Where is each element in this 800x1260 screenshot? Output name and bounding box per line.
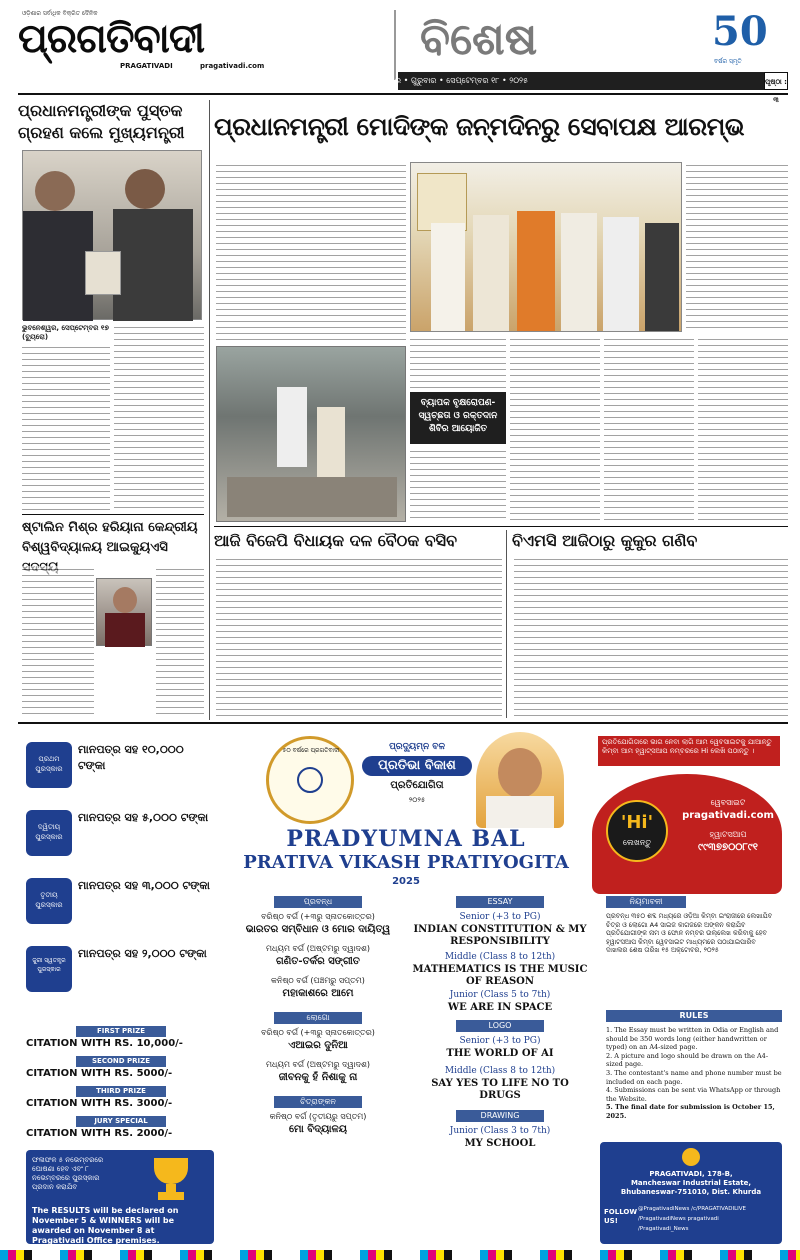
lead-story-body (216, 162, 406, 342)
rules-odia (606, 912, 782, 1008)
prize-list-english (26, 1026, 214, 1144)
website-label: ୱେବସାଇଟ (710, 798, 746, 807)
color-registration-strip (0, 1250, 800, 1260)
bjp-story-body (216, 556, 502, 716)
portrait-head (113, 587, 137, 613)
prize-amount: ମାନପତ୍ର ସହ ୩,୦୦୦ ଟଙ୍କା (78, 879, 210, 892)
class-label: Junior (Class 3 to 7th) (449, 1126, 551, 1136)
whatsapp-label: ହ୍ୱାଟସଆପ (709, 830, 747, 839)
second-story-col1 (22, 566, 94, 716)
social-links (638, 1204, 778, 1234)
class-label: ମଧ୍ୟମ ବର୍ଗ (ଅଷ୍ଟମରୁ ଦ୍ୱାଦଶ) (265, 1060, 371, 1069)
address-line: PRAGATIVADI, 178-B, (649, 1170, 733, 1178)
rule-item: ଚିତ୍ର ଓ ଲୋଗୋ A4 ସାଇଜ କାଗଜରେ ଅଙ୍କନ କରାଯିବ (606, 920, 746, 929)
hi-panel (592, 774, 782, 894)
ad-year: 2025 (392, 876, 420, 887)
prize-citation: CITATION WITH RS. 3000/- (26, 1098, 173, 1109)
class-label: Middle (Class 8 to 12th) (444, 952, 556, 962)
dateline-bar (361, 72, 764, 90)
category-head: LOGO (456, 1020, 544, 1032)
section-title: ବିଶେଷ (420, 14, 538, 65)
founder-portrait (476, 732, 564, 828)
topic-title: ଭାରତର ସମ୍ବିଧାନ ଓ ମୋର ଦାୟିତ୍ୱ (245, 924, 391, 935)
address-line: Bhubaneswar-751010, Dist. Khurda (620, 1188, 762, 1196)
lead-story-right-col (686, 162, 788, 332)
anniversary-number: 50 (712, 8, 768, 55)
lead-story-body-c (410, 448, 506, 522)
location-icon (682, 1148, 700, 1166)
bmc-headline: ବିଏମସି ଆଜିଠାରୁ କୁକୁର ଗଣିବ (512, 531, 698, 550)
left-story-headline: ପ୍ରଧାନମନ୍ତ୍ରୀଙ୍କ ପୁସ୍ତକ ଗ୍ରହଣ କଲେ ମୁଖ୍ୟମନ୍ତ୍ରୀ (18, 101, 185, 142)
anniversary-logo (704, 8, 782, 70)
person-body (113, 209, 193, 321)
topic-title: WE ARE IN SPACE (447, 1002, 553, 1013)
rule-item: 1. The Essay must be written in Odia or English and should be 350 words long (either handwritten or typed) on an A4-sized page. (606, 1026, 779, 1052)
emblem-seal (266, 736, 354, 824)
person-head (125, 169, 165, 209)
lead-story-body-f (698, 336, 788, 522)
class-label: Junior (Class 5 to 7th) (449, 990, 551, 1000)
prize-list-odia (26, 736, 214, 1036)
topic-title: ଏଆଇର ଦୁନିଆ (288, 1040, 348, 1051)
rule-item: ହ୍ୱାଟସଆପ କିମ୍ବା ୱେବସାଇଟ ମାଧ୍ୟମରେ ପଠାଯାଇପାରିବ (606, 937, 756, 946)
website-text: pragativadi.com (200, 62, 265, 70)
prize-row (26, 736, 214, 796)
class-label: Middle (Class 8 to 12th) (444, 1066, 556, 1076)
topic-title: SAY YES TO LIFE NO TO DRUGS (431, 1078, 569, 1101)
whatsapp-value: ୯୯୩୭୭୦୦୮୯୧ (698, 842, 758, 853)
person-head (35, 171, 75, 211)
address-box (600, 1142, 782, 1244)
rule-item: 5. The final date for submission is October 15, 2025. (606, 1103, 775, 1120)
website-value: pragativadi.com (682, 810, 774, 821)
prize-badge: ପ୍ରଥମ ପୁରସ୍କାର (26, 742, 72, 788)
book-icon (85, 251, 121, 295)
prize-badge: ଦ୍ୱିତୀୟ ପୁରସ୍କାର (26, 810, 72, 856)
masthead-rule (18, 93, 788, 95)
prize-label: FIRST PRIZE (76, 1026, 166, 1037)
hi-subtext: ଲେଖନ୍ତୁ (622, 838, 652, 847)
topic-title: MATHEMATICS IS THE MUSIC OF REASON (412, 964, 588, 987)
worker-figure (317, 407, 345, 483)
column-rule (209, 100, 210, 720)
ad-title-english-1: PRADYUMNA BAL (286, 826, 526, 852)
prize-badge: ଜୁରୀ ସ୍ୱତନ୍ତ୍ର ପୁରସ୍କାର (26, 946, 72, 992)
story-dateline: ଭୁବନେଶ୍ୱର, ସେପ୍ଟେମ୍ବର ୧୭ (ବ୍ୟୁରୋ) (22, 324, 109, 341)
portrait-photo (96, 578, 152, 646)
topic-title: ମୋ ବିଦ୍ୟାଳୟ (289, 1124, 347, 1135)
lead-story-body-b (410, 336, 506, 388)
story-divider (22, 514, 204, 515)
topics-english (412, 896, 588, 1246)
competition-ad (18, 728, 788, 1248)
leader-figure (473, 215, 509, 332)
ad-title-odia-3: ପ୍ରତିଯୋଗିତା (390, 780, 444, 791)
rules-english-head: RULES (606, 1010, 782, 1022)
worker-figure (277, 387, 307, 467)
left-story-body-col2 (114, 324, 204, 512)
masthead-divider (394, 10, 396, 80)
prize-amount: ମାନପତ୍ର ସହ ୧୦,୦୦୦ ଟଙ୍କା (78, 743, 184, 772)
lead-story-body-e (604, 336, 694, 522)
prize-label: SECOND PRIZE (76, 1056, 166, 1067)
category-head: ଲୋଗୋ (274, 1012, 362, 1024)
class-label: ବରିଷ୍ଠ ବର୍ଗ (+୩ରୁ ସ୍ନାତକୋତ୍ତର) (261, 912, 375, 921)
ad-rule (18, 722, 788, 724)
prize-amount: ମାନପତ୍ର ସହ ୫,୦୦୦ ଟଙ୍କା (78, 811, 209, 824)
prize-row (26, 804, 214, 864)
category-head: DRAWING (456, 1110, 544, 1122)
column-rule (506, 530, 507, 718)
lead-headline: ପ୍ରଧାନମନ୍ତ୍ରୀ ମୋଦିଙ୍କ ଜନ୍ମଦିନରୁ ସେବାପକ୍ଷ ଆରମ୍ଭ (214, 112, 745, 141)
dateline: ଭୁବନେଶ୍ୱର • ଗୁରୁବାର • ସେପ୍ଟେମ୍ବର ୧୮ • ୨୦୨୫ (361, 76, 528, 85)
emblem-ring-text: ୫୦ ବର୍ଷରେ ପ୍ରଗତିବାଦୀ (282, 747, 340, 754)
wheel-icon (297, 767, 323, 793)
ad-title-odia-1: ପ୍ରଦ୍ୟୁମ୍ନ ବଳ (389, 742, 445, 752)
cleanliness-photo (216, 346, 406, 522)
trophy-icon (144, 1158, 198, 1202)
prize-row (26, 872, 214, 932)
topic-title: ଗଣିତ-ତର୍କର ସଙ୍ଗୀତ (276, 956, 360, 967)
class-label: ମଧ୍ୟମ ବର୍ଗ (ଅଷ୍ଟମରୁ ଦ୍ୱାଦଶ) (265, 944, 371, 953)
page-number: ପୃଷ୍ଠା : ୩ (764, 72, 788, 90)
category-head: ପ୍ରବନ୍ଧ (274, 896, 362, 908)
lead-story-body-d (510, 336, 600, 522)
leader-figure (603, 217, 639, 332)
second-story-headline: ଷ୍ଟାଲିନ ମିଶ୍ର ହରିୟାନା କେନ୍ଦ୍ରୀୟ ବିଶ୍ୱବିଦ୍ୟାଳୟ ଆଇକ୍ୟୁଏସି (22, 520, 198, 555)
prize-amount: ମାନପତ୍ର ସହ ୨,୦୦୦ ଟଙ୍କା (78, 947, 207, 960)
results-box (26, 1150, 214, 1244)
topics-odia (230, 896, 406, 1246)
leader-figure (517, 211, 555, 332)
topic-title: ମହାକାଶରେ ଆମେ (282, 988, 354, 999)
bjp-headline: ଆଜି ବିଜେପି ବିଧାୟକ ଦଳ ବୈଠକ ବସିବ (214, 531, 458, 550)
ad-title-odia-2: ପ୍ରତିଭା ବିକାଶ (362, 756, 472, 776)
portrait-body (486, 796, 554, 828)
class-label: Senior (+3 to PG) (459, 912, 541, 922)
youtube-handle[interactable]: /c/PRAGATIVADILIVE (691, 1206, 747, 1212)
hi-intro: ପ୍ରତିଯୋଗିତାରେ ଭାଗ ନେବା ଲାଗି ଆମ ୱେବସାଇଟକୁ ଯାଆନ୍ତୁ କିମ୍ବା ଆମ ହ୍ୱାଟ୍ସଆପ ନମ୍ବରରେ Hi ଲେଖି ପଠାନ୍ତୁ । (598, 736, 780, 766)
threads-handle[interactable]: /Pragativadi_News (638, 1226, 689, 1232)
lead-photo (410, 162, 682, 332)
rule-item: ପ୍ରତିଯୋଗୀଙ୍କ ନାମ ଓ ଫୋନ ନମ୍ବର ଉଲ୍ଲେଖ କରିବାକୁ ହେବ (606, 929, 767, 938)
class-label: Senior (+3 to PG) (459, 1036, 541, 1046)
bmc-story-body (514, 556, 788, 716)
prize-row (26, 940, 214, 1000)
newspaper-logo: ପ୍ରଗତିବାଦୀ (18, 16, 205, 62)
leader-figure (645, 223, 679, 332)
story-divider (214, 526, 788, 527)
category-head: ଚିତ୍ରାଙ୍କନ (274, 1096, 362, 1108)
class-label: କନିଷ୍ଠ ବର୍ଗ (ତୃତୀୟରୁ ସପ୍ତମ) (269, 1112, 367, 1121)
rules-english (606, 1026, 782, 1138)
x-handle[interactable]: @PragativadiNews (638, 1206, 690, 1212)
leader-figure (561, 213, 597, 332)
rule-item: 4. Submissions can be sent via WhatsApp or through the Website. (606, 1086, 781, 1103)
topic-title: MY SCHOOL (464, 1138, 536, 1149)
prize-badge: ତୃତୀୟ ପୁରସ୍କାର (26, 878, 72, 924)
topic-title: THE WORLD OF AI (446, 1048, 554, 1059)
rule-item: ପ୍ରବନ୍ଧ ୩୫୦ ଶବ୍ଦ ମଧ୍ୟରେ ଓଡ଼ିଆ କିମ୍ବା ଇଂରାଜୀରେ ଲେଖାଯିବ (606, 912, 773, 920)
instagram-handle[interactable]: pragativadi (687, 1216, 719, 1222)
topic-title: INDIAN CONSTITUTION & MY RESPONSIBILITY (413, 924, 587, 947)
rule-item: 3. The contestant's name and phone number must be included on each page. (606, 1068, 782, 1086)
prize-label: JURY SPECIAL (76, 1116, 166, 1127)
anniversary-caption: ବର୍ଷର ସ୍ମୃତି (714, 58, 742, 65)
results-odia: ଫଳାଫଳ ୫ ନଭେମ୍ବରରେ ଘୋଷଣା ହେବ ଏବଂ ୮ ନଭେମ୍ବରରେ ପୁରସ୍କାର ପ୍ରଦାନ କରାଯିବ (32, 1156, 104, 1191)
masthead (18, 10, 388, 78)
follow-us: FOLLOW US! (604, 1208, 638, 1225)
cm-book-photo (22, 150, 202, 320)
class-label: କନିଷ୍ଠ ବର୍ଗ (ପଞ୍ଚମରୁ ସପ୍ତମ) (271, 976, 365, 985)
prize-citation: CITATION WITH RS. 10,000/- (26, 1038, 183, 1049)
tagline: ଓଡ଼ିଶାର ସର୍ବାଧିକ ବିକ୍ରିତ ଦୈନିକ (22, 10, 98, 17)
ad-title-english-2: PRATIVA VIKASH PRATIYOGITA (243, 852, 569, 873)
prize-label: THIRD PRIZE (76, 1086, 166, 1097)
leader-figure (431, 223, 465, 332)
left-story-body-col1 (22, 324, 110, 512)
prize-citation: CITATION WITH RS. 2000/- (26, 1128, 173, 1139)
second-story-col2 (156, 566, 204, 716)
rule-item: 2. A picture and logo should be drawn on the A4-sized page. (606, 1051, 769, 1069)
results-english: The RESULTS will be declared on November 5 & WINNERS will be awarded on November 8 at Pragativadi Office premises. (32, 1206, 179, 1245)
logo-english: PRAGATIVADI (120, 62, 173, 70)
hi-circle (606, 800, 668, 862)
category-head: ESSAY (456, 896, 544, 908)
rule-item: ଦାଖଲର ଶେଷ ତାରିଖ ୧୫ ଅକ୍ଟୋବର, ୨୦୨୫ (606, 946, 719, 955)
address-line: Mancheswar Industrial Estate, (630, 1179, 752, 1187)
facebook-handle[interactable]: /PragativadiNews (638, 1216, 686, 1222)
highlight-box: ବ୍ୟାପକ ବୃକ୍ଷରୋପଣ-ସ୍ୱଚ୍ଛତା ଓ ରକ୍ତଦାନ ଶିବିର ଆୟୋଜିତ (410, 392, 506, 444)
portrait-body (105, 613, 145, 647)
person-body (23, 211, 93, 321)
portrait-head (498, 748, 542, 798)
ad-year-odia: ୨୦୨୫ (408, 796, 426, 804)
street-surface (227, 477, 397, 517)
class-label: ବରିଷ୍ଠ ବର୍ଗ (+୩ରୁ ସ୍ନାତକୋତ୍ତର) (261, 1028, 375, 1037)
prize-citation: CITATION WITH RS. 5000/- (26, 1068, 173, 1079)
hi-text: 'Hi' (620, 812, 654, 833)
topic-title: ଜୀବନକୁ ହଁ ନିଶାକୁ ନା (278, 1072, 358, 1083)
rules-odia-head: ନିୟମାବଳୀ (606, 896, 686, 908)
